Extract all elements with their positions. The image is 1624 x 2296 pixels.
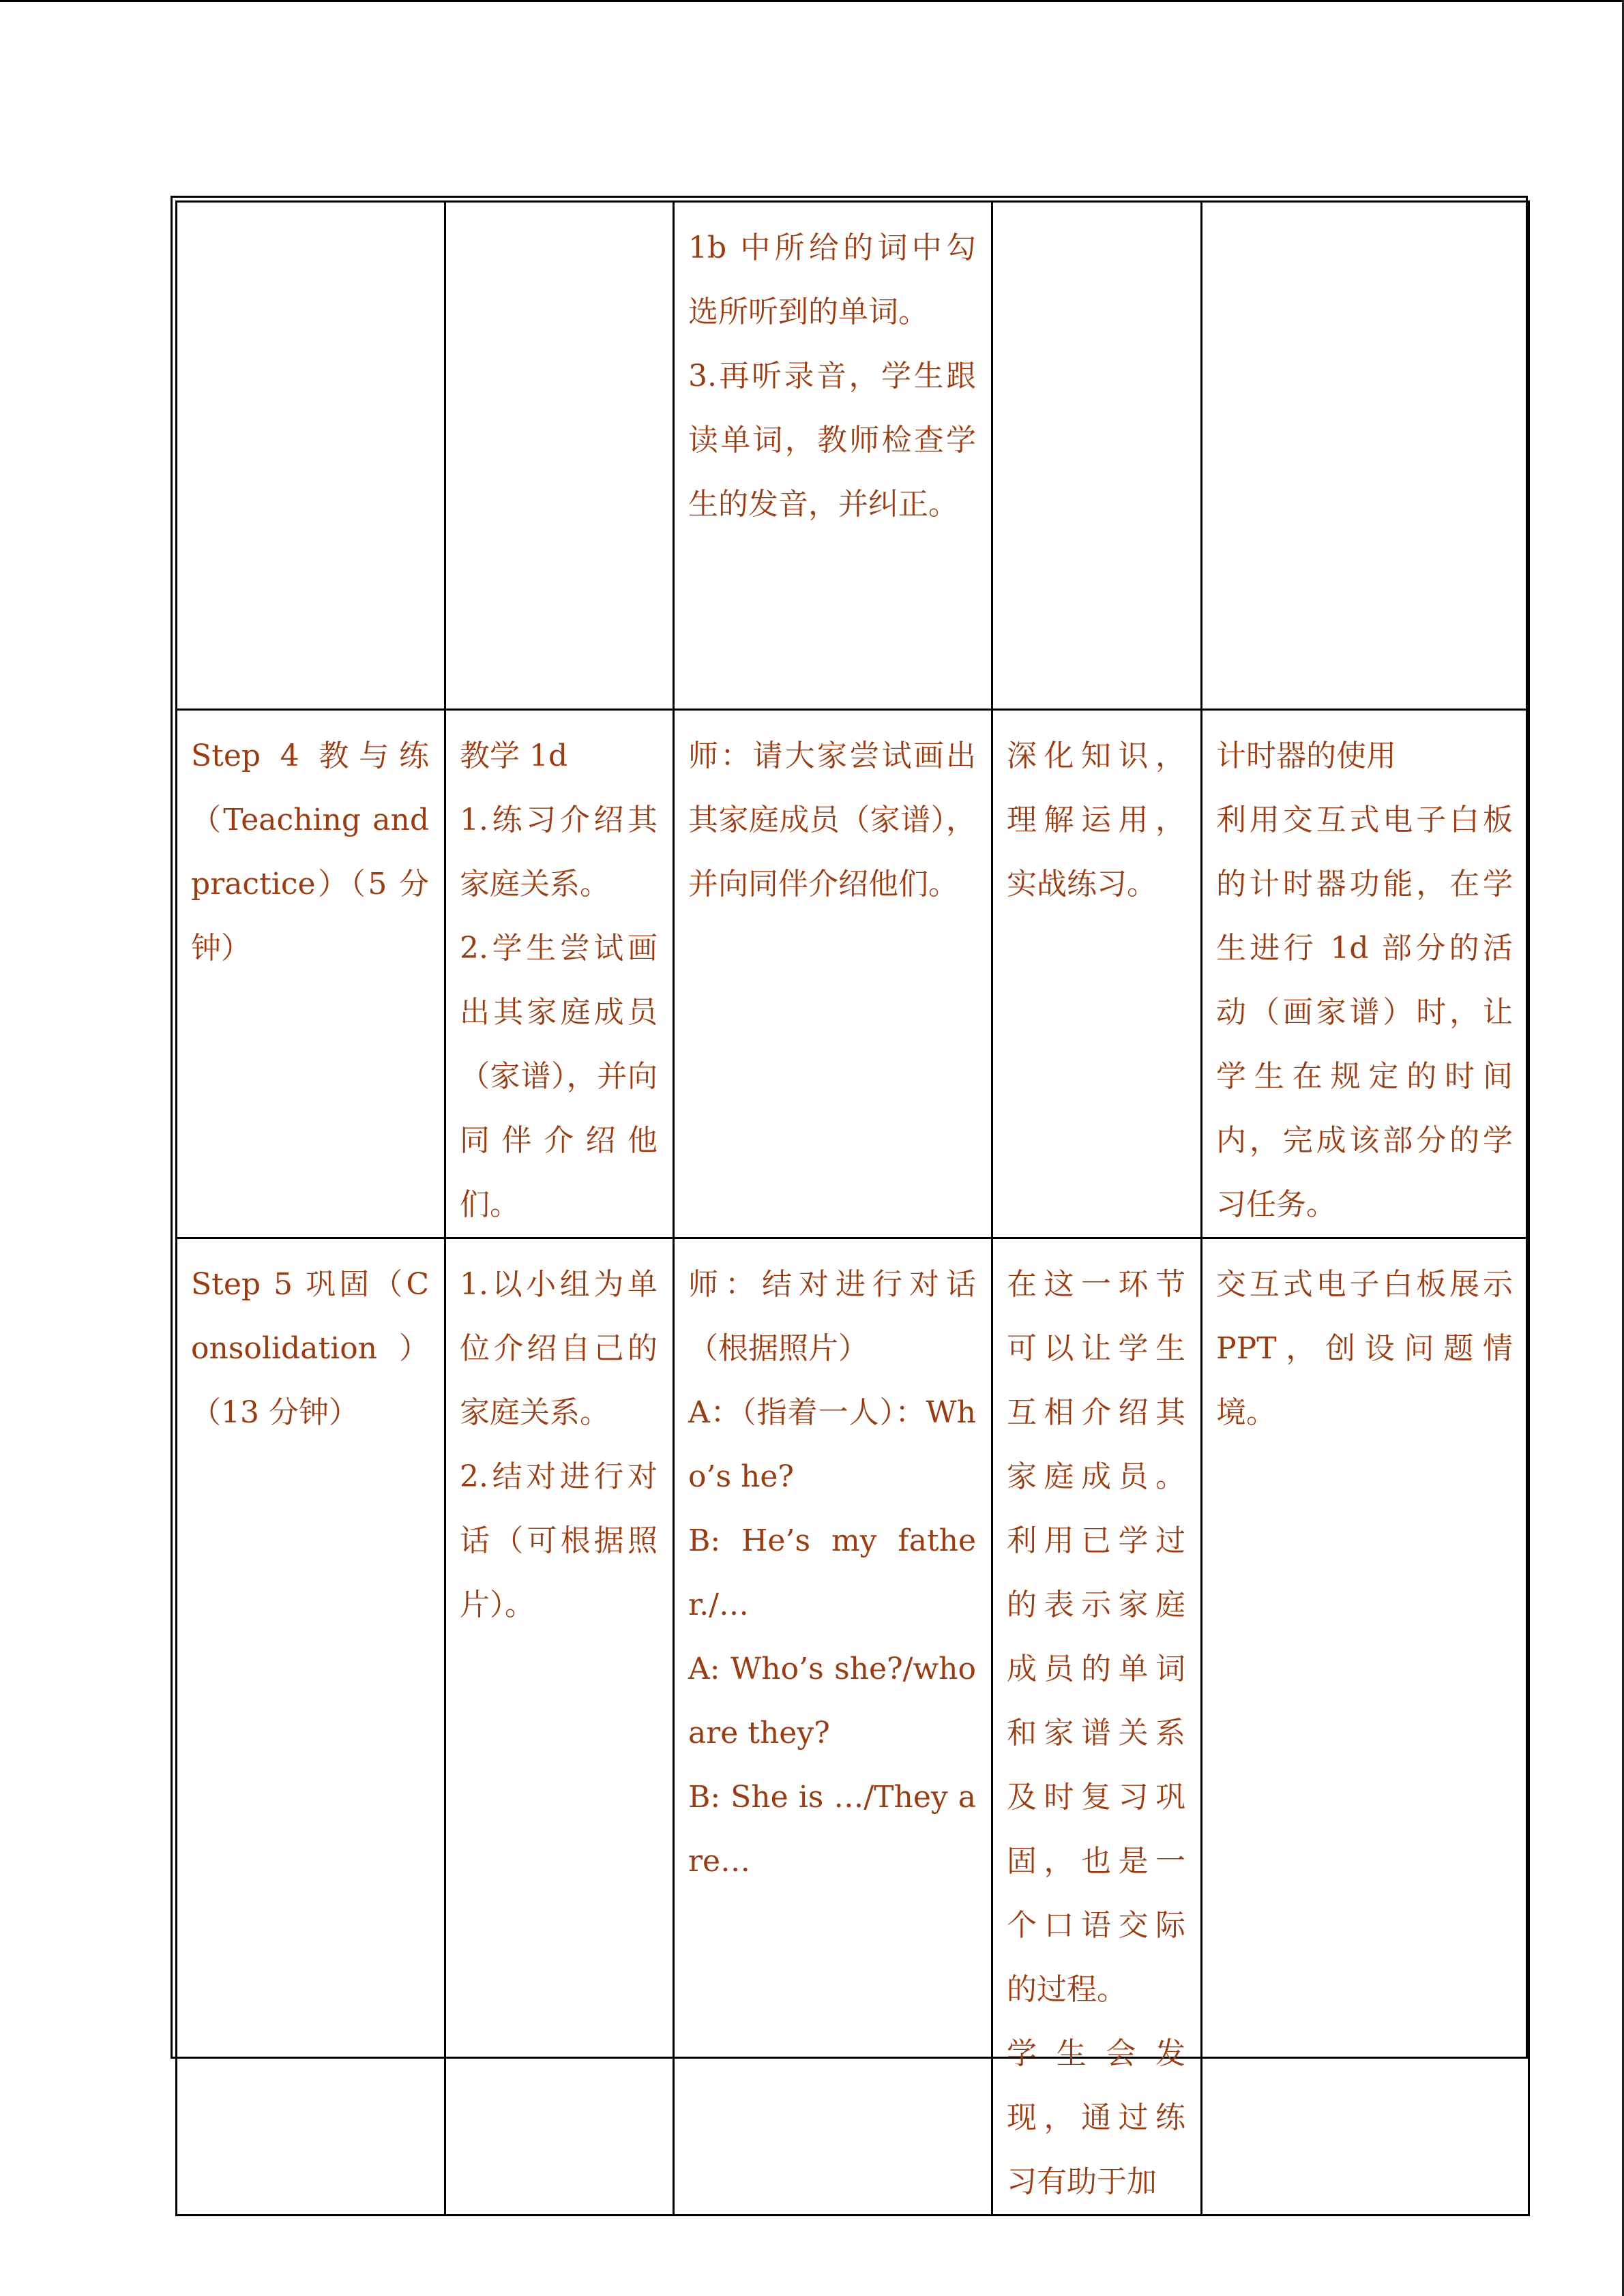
- cell-paragraph: B: He’s my father./…: [688, 1523, 976, 1622]
- step-cell: [177, 202, 445, 710]
- teacher-activity-cell: [674, 202, 992, 710]
- content-cell: [445, 1238, 674, 2216]
- cell-paragraph: 师：结对进行对话（根据照片）: [688, 1267, 976, 1366]
- cell-paragraph: A: Who’s she?/who are they?: [688, 1652, 976, 1750]
- cell-paragraph: 3.再听录音，学生跟读单词，教师检查学生的发音，并纠正。: [688, 359, 976, 522]
- table-row: [177, 202, 1529, 710]
- design-intent-cell: [992, 202, 1202, 710]
- teacher-activity-cell: [674, 1238, 992, 2216]
- design-intent-cell: [992, 710, 1202, 1238]
- lesson-plan-table: [175, 200, 1530, 2216]
- cell-paragraph: 2.学生尝试画出其家庭成员（家谱），并向同伴介绍他们。: [460, 931, 658, 1222]
- step-cell: [177, 1238, 445, 2216]
- cell-paragraph: 深化知识，理解运用，实战练习。: [1007, 739, 1185, 901]
- technology-use-cell: [1202, 710, 1529, 1238]
- cell-paragraph: 学生会发现，通过练习有助于加: [1007, 2036, 1185, 2199]
- cell-paragraph: A：（指着一人）：Who’s he?: [688, 1395, 976, 1494]
- cell-paragraph: 1b 中所给的词中勾选所听到的单词。: [688, 230, 976, 329]
- cell-paragraph: 2.结对进行对话（可根据照片）。: [460, 1459, 658, 1622]
- cell-paragraph: Step 5 巩固（Consolidation）（13 分钟）: [191, 1267, 429, 1430]
- technology-use-cell: [1202, 202, 1529, 710]
- content-cell: [445, 710, 674, 1238]
- cell-paragraph: Step 4 教与练（Teaching and practice）（5 分钟）: [191, 739, 429, 966]
- page-top-border: [0, 0, 1624, 2]
- cell-paragraph: 1.练习介绍其家庭关系。: [460, 803, 658, 901]
- teacher-activity-cell: [674, 710, 992, 1238]
- content-cell: [445, 202, 674, 710]
- table-row: [177, 710, 1529, 1238]
- cell-paragraph: 利用交互式电子白板的计时器功能，在学生进行 1d 部分的活动（画家谱）时，让学生在规定的时间内，完成该部分的学习任务。: [1216, 803, 1513, 1222]
- cell-paragraph: 教学 1d: [460, 739, 568, 773]
- cell-paragraph: 在这一环节可以让学生互相介绍其家庭成员。利用已学过的表示家庭成员的单词和家谱关系及时复习巩固，也是一个口语交际的过程。: [1007, 1267, 1185, 2007]
- cell-paragraph: 师：请大家尝试画出其家庭成员（家谱），并向同伴介绍他们。: [688, 739, 976, 901]
- table-row: [177, 1238, 1529, 2216]
- cell-paragraph: 1.以小组为单位介绍自己的家庭关系。: [460, 1267, 658, 1430]
- design-intent-cell: [992, 1238, 1202, 2216]
- technology-use-cell: [1202, 1238, 1529, 2216]
- cell-paragraph: B: She is …/They are…: [688, 1780, 976, 1879]
- cell-paragraph: 计时器的使用: [1216, 739, 1396, 773]
- lesson-plan-table-frame: [171, 196, 1528, 2199]
- cell-paragraph: 交互式电子白板展示 PPT，创设问题情境。: [1216, 1267, 1513, 1430]
- step-cell: [177, 710, 445, 1238]
